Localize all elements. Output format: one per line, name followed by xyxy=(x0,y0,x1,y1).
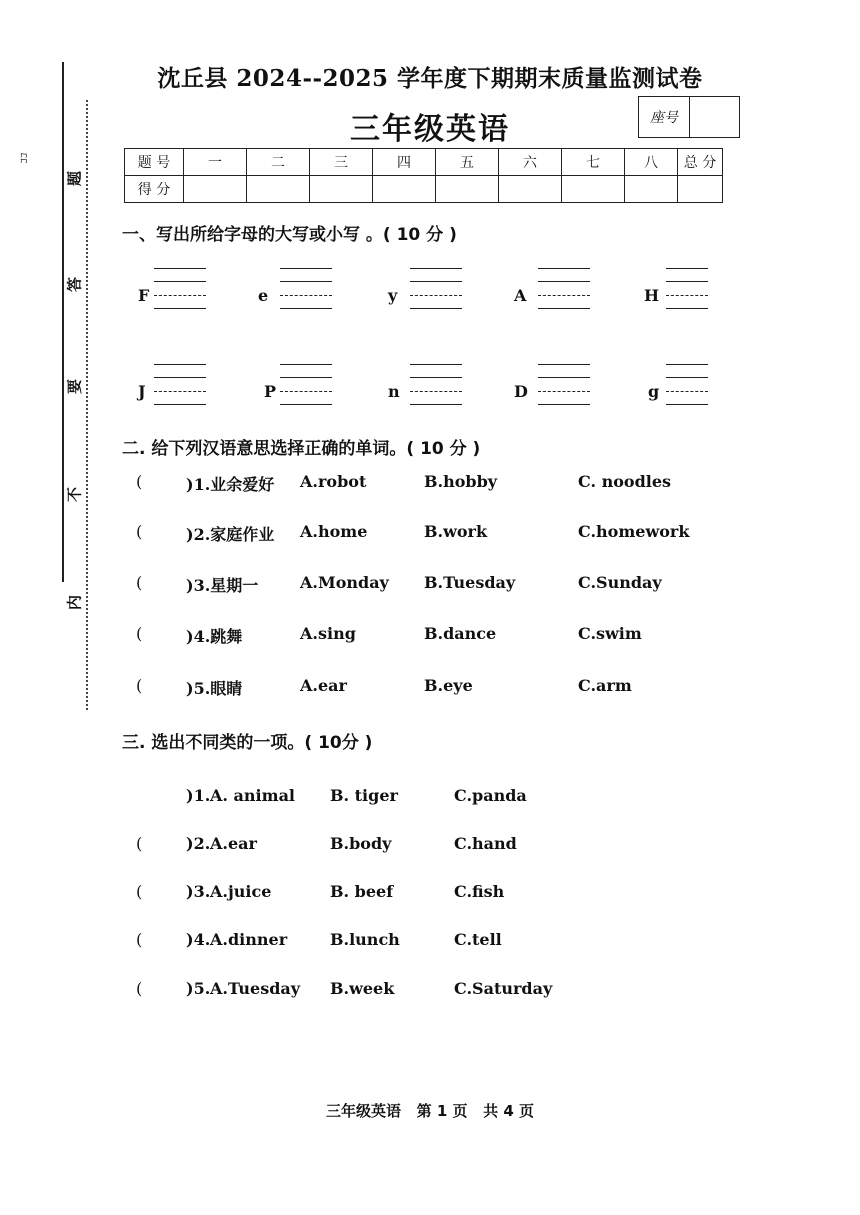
letter-prompt: P xyxy=(264,382,277,401)
score-cell[interactable] xyxy=(373,176,436,203)
option-c: C. noodles xyxy=(578,472,672,491)
option-c: C.Saturday xyxy=(454,979,553,998)
answer-bracket[interactable]: ( xyxy=(136,930,143,949)
letter-prompt: g xyxy=(648,382,660,401)
writing-lines[interactable] xyxy=(154,364,206,408)
option-c: C.hand xyxy=(454,834,517,853)
question-row xyxy=(0,786,860,814)
answer-bracket[interactable]: ( xyxy=(136,522,143,541)
score-cell[interactable] xyxy=(184,176,247,203)
column-header: 八 xyxy=(625,149,678,176)
answer-bracket[interactable]: ( xyxy=(136,834,143,853)
question-text: )5.眼睛 xyxy=(186,679,243,698)
seat-number-field[interactable] xyxy=(690,97,739,137)
option-b: B. beef xyxy=(330,882,394,901)
score-table xyxy=(124,148,723,203)
option-c: C.fish xyxy=(454,882,505,901)
option-c: C.arm xyxy=(578,676,632,695)
writing-lines[interactable] xyxy=(154,268,206,312)
column-header: 二 xyxy=(247,149,310,176)
question-text: )3.星期一 xyxy=(186,576,259,595)
column-header: 四 xyxy=(373,149,436,176)
option-b: B. tiger xyxy=(330,786,398,805)
writing-lines[interactable] xyxy=(280,364,332,408)
question-row xyxy=(0,834,860,862)
page-footer: 三年级英语 第 1 页 共 4 页 xyxy=(325,1102,535,1120)
seat-number-label: 座号 xyxy=(639,97,690,137)
writing-lines[interactable] xyxy=(280,268,332,312)
option-a: A. animal xyxy=(210,786,296,805)
score-label: 得 分 xyxy=(125,176,184,203)
binding-char: 要 xyxy=(65,379,84,395)
binding-char: 题 xyxy=(65,171,84,187)
question-text: )2.家庭作业 xyxy=(186,525,275,544)
question-row xyxy=(0,472,860,500)
column-header: 总 分 xyxy=(678,149,723,176)
option-c: C.panda xyxy=(454,786,527,805)
binding-dotted-line xyxy=(86,100,88,710)
writing-lines[interactable] xyxy=(538,268,590,312)
exam-title: 沈丘县 2024--2025 学年度下期期末质量监测试卷 xyxy=(157,65,703,92)
question-number: )3. xyxy=(186,882,211,901)
option-b: B.body xyxy=(330,834,392,853)
question-row xyxy=(0,930,860,958)
option-a: A.ear xyxy=(300,676,347,695)
option-a: A.Tuesday xyxy=(210,979,301,998)
section1-title: 一、写出所给字母的大写或小写 。( 10 分 ) xyxy=(122,225,457,245)
option-b: B.lunch xyxy=(330,930,400,949)
column-header: 一 xyxy=(184,149,247,176)
section3-title: 三. 选出不同类的一项。( 10分 ) xyxy=(122,733,373,753)
seat-number-box xyxy=(638,96,740,138)
question-text: )1.业余爱好 xyxy=(186,475,275,494)
score-cell[interactable] xyxy=(499,176,562,203)
option-b: B.week xyxy=(330,979,395,998)
margin-mark: ｺｺ xyxy=(17,152,31,164)
score-cell[interactable] xyxy=(310,176,373,203)
question-row xyxy=(0,522,860,550)
section2-title: 二. 给下列汉语意思选择正确的单词。( 10 分 ) xyxy=(122,439,481,459)
option-a: A.home xyxy=(300,522,368,541)
writing-lines[interactable] xyxy=(666,268,708,312)
question-text: )4.跳舞 xyxy=(186,627,243,646)
option-a: A.dinner xyxy=(210,930,288,949)
answer-bracket[interactable]: ( xyxy=(136,676,143,695)
score-table-header-row xyxy=(125,149,723,176)
question-row xyxy=(0,882,860,910)
option-c: C.Sunday xyxy=(578,573,662,592)
letter-prompt: n xyxy=(388,382,400,401)
option-a: A.Monday xyxy=(300,573,389,592)
option-c: C.tell xyxy=(454,930,502,949)
answer-bracket[interactable]: ( xyxy=(136,979,143,998)
option-b: B.work xyxy=(424,522,488,541)
answer-bracket[interactable]: ( xyxy=(136,472,143,491)
option-a: A.sing xyxy=(300,624,356,643)
writing-lines[interactable] xyxy=(410,364,462,408)
score-cell[interactable] xyxy=(678,176,723,203)
option-b: B.eye xyxy=(424,676,473,695)
column-header: 三 xyxy=(310,149,373,176)
letter-prompt: A xyxy=(514,286,527,305)
binding-char: 内 xyxy=(65,595,84,611)
letter-prompt: J xyxy=(138,382,146,401)
score-cell[interactable] xyxy=(562,176,625,203)
letter-prompt: e xyxy=(258,286,269,305)
score-cell[interactable] xyxy=(436,176,499,203)
answer-bracket[interactable]: ( xyxy=(136,882,143,901)
question-row xyxy=(0,573,860,601)
letter-prompt: y xyxy=(388,286,398,305)
option-c: C.homework xyxy=(578,522,690,541)
question-number: )5. xyxy=(186,979,211,998)
binding-char: 答 xyxy=(65,277,84,293)
question-row xyxy=(0,979,860,1007)
option-c: C.swim xyxy=(578,624,642,643)
question-row xyxy=(0,676,860,704)
option-b: B.hobby xyxy=(424,472,498,491)
letter-prompt: D xyxy=(514,382,528,401)
column-header: 七 xyxy=(562,149,625,176)
writing-lines[interactable] xyxy=(410,268,462,312)
option-a: A.juice xyxy=(210,882,272,901)
option-a: A.ear xyxy=(210,834,257,853)
answer-bracket[interactable]: ( xyxy=(136,624,143,643)
score-cell[interactable] xyxy=(625,176,678,203)
writing-lines[interactable] xyxy=(666,364,708,408)
answer-bracket[interactable]: ( xyxy=(136,573,143,592)
writing-lines[interactable] xyxy=(538,364,590,408)
question-number: )2. xyxy=(186,834,211,853)
score-table-score-row xyxy=(125,176,723,203)
option-b: B.Tuesday xyxy=(424,573,516,592)
question-number: )1. xyxy=(186,786,211,805)
question-number-label: 题 号 xyxy=(125,149,184,176)
column-header: 六 xyxy=(499,149,562,176)
column-header: 五 xyxy=(436,149,499,176)
option-a: A.robot xyxy=(300,472,367,491)
letter-prompt: H xyxy=(644,286,660,305)
binding-char: 不 xyxy=(65,487,84,503)
letter-prompt: F xyxy=(138,286,150,305)
question-number: )4. xyxy=(186,930,211,949)
score-cell[interactable] xyxy=(247,176,310,203)
subject-title: 三年级英语 xyxy=(350,112,510,147)
option-b: B.dance xyxy=(424,624,497,643)
question-row xyxy=(0,624,860,652)
